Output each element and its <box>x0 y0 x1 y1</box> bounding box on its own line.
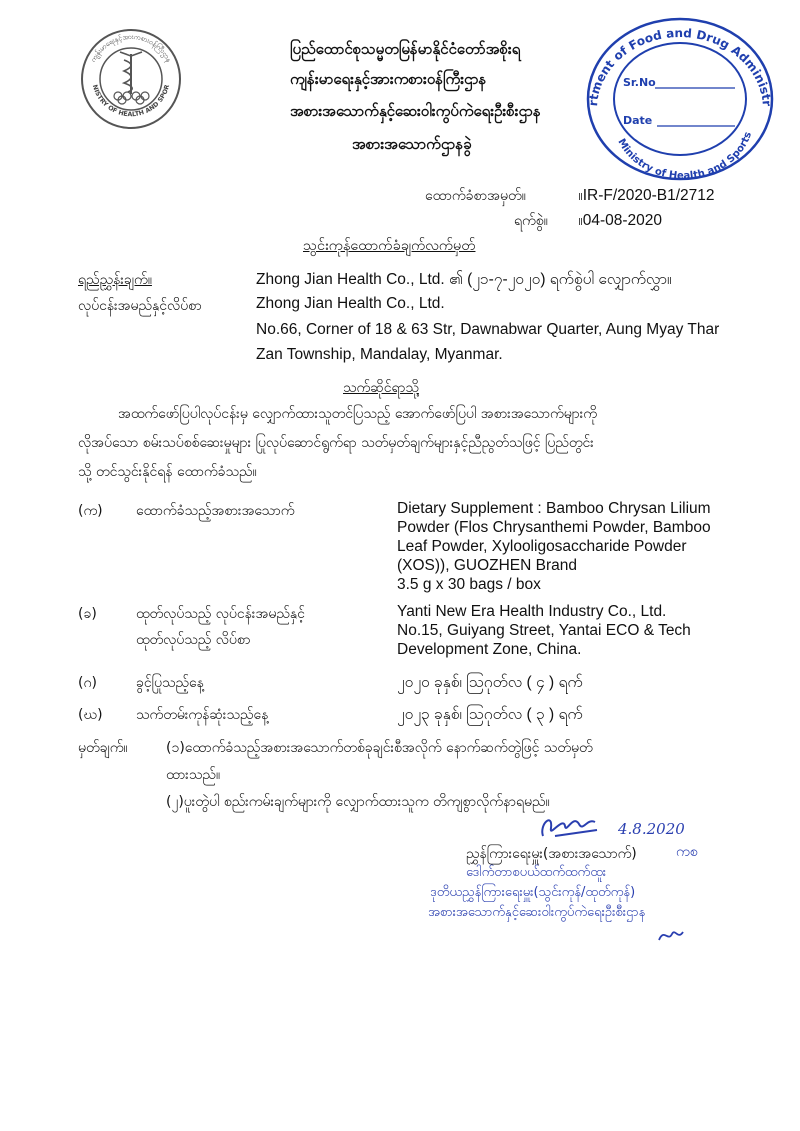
officer-name: ဒေါက်တာစပယ်ထက်ထက်ထူး <box>466 865 607 880</box>
header-line-2: ကျန်းမာရေးနှင့်အားကစားဝန်ကြီးဌာန <box>290 70 487 88</box>
header-line-4: အစားအသောက်ဌာနခွဲ <box>352 135 472 153</box>
item-value-kha <box>397 602 691 659</box>
date-label: ရက်စွဲ။ <box>514 213 548 229</box>
initials-mark <box>656 924 686 946</box>
manufacturer-line-1: Yanti New Era Health Industry Co., Ltd. <box>397 603 667 620</box>
date-text: 04-08-2020 <box>582 212 662 229</box>
header-line-3: အစားအသောက်နှင့်ဆေးဝါးကွပ်ကဲရေးဦးစီးဌာန <box>290 102 541 120</box>
note-1-line-2: ထားသည်။ <box>166 767 221 783</box>
product-line-1: Dietary Supplement : Bamboo Chrysan Lilium <box>397 500 711 517</box>
body-line-1: အထက်ဖော်ပြပါလုပ်ငန်းမှ လျှောက်ထားသူတင်ပြသည့် အောက်ဖော်ပြပါ အစားအသောက်များကို <box>118 406 597 422</box>
department-stamp <box>585 14 775 184</box>
logo-ring-text-bottom: NISTRY OF HEALTH AND SPOR <box>90 84 172 119</box>
item-mark-ga: (ဂ) <box>78 675 97 691</box>
letter-no-text: IR-F/2020-B1/2712 <box>582 187 715 204</box>
item-label-ga: ခွင့်ပြုသည့်နေ့ <box>136 675 204 691</box>
handwritten-date: 4.8.2020 <box>618 820 685 838</box>
item-label-gha: သက်တမ်းကုန်ဆုံးသည့်နေ့ <box>136 707 269 723</box>
item-value-ka <box>397 499 711 594</box>
product-line-2: Powder (Flos Chrysanthemi Powder, Bamboo <box>397 519 711 536</box>
note-2: (၂)ပူးတွဲပါ စည်းကမ်းချက်များကို လျှောက်ထားသူက တိကျစွာလိုက်နာရမည်။ <box>166 794 550 810</box>
company-address-label: လုပ်ငန်းအမည်နှင့်လိပ်စာ <box>78 298 202 314</box>
manufacturer-line-2: No.15, Guiyang Street, Yantai ECO & Tech <box>397 622 691 639</box>
reference-label: ရည်ညွှန်းချက်။ <box>78 272 152 288</box>
stamp-outer-bottom-text: Ministry of Health and Sports <box>615 130 755 182</box>
item-label-kha-1: ထုတ်လုပ်သည့် လုပ်ငန်းအမည်နှင့် <box>136 606 305 622</box>
stamp-sr-label: Sr.No <box>623 76 656 89</box>
note-1-line-1: (၁)ထောက်ခံသည့်အစားအသောက်တစ်ခုချင်းစီအလိုက် နောက်ဆက်တွဲဖြင့် သတ်မှတ် <box>166 740 593 756</box>
approval-date: ၂၀၂၀ ခုနှစ်၊ ဩဂုတ်လ ( ၄ ) ရက် <box>397 674 583 691</box>
product-line-4: (XOS)), GUOZHEN Brand <box>397 557 577 574</box>
reference-text: Zhong Jian Health Co., Ltd. ၏ (၂၁-၇-၂၀၂၀) ရက်စွဲပါ လျှောက်လွှာ။ <box>256 271 672 288</box>
date-value: ။04-08-2020 <box>578 212 662 229</box>
product-line-3: Leaf Powder, Xylooligosaccharide Powder <box>397 538 687 555</box>
body-paragraph <box>78 400 738 487</box>
item-mark-gha: (ဃ) <box>78 707 103 723</box>
item-label-kha-2: ထုတ်လုပ်သည့် လိပ်စာ <box>136 632 251 648</box>
applicant-address-line-1: No.66, Corner of 18 & 63 Str, Dawnabwar Quarter, Aung Myay Thar <box>256 321 720 338</box>
stamp-outer-top-text: rtment of Food and Drug Administr <box>586 25 774 107</box>
notes-label: မှတ်ချက်။ <box>78 740 128 756</box>
signatory-position: ညွှန်ကြားရေးမှူး(အစားအသောက်) <box>466 846 637 862</box>
item-mark-ka: (က) <box>78 503 103 519</box>
body-line-2: လိုအပ်သော စမ်းသပ်စစ်ဆေးမှုများ ပြုလုပ်ဆောင်ရွက်ရာ သတ်မှတ်ချက်များနှင့်ညီညွတ်သဖြင့် ပြည်တွင်း <box>78 435 594 451</box>
applicant-company: Zhong Jian Health Co., Ltd. <box>256 295 445 312</box>
svg-text:Ministry of Health and Sports <box>615 131 754 182</box>
applicant-address-line-2: Zan Township, Mandalay, Myanmar. <box>256 346 503 363</box>
body-line-3: သို့ တင်သွင်းနိုင်ရန် ထောက်ခံသည်။ <box>78 464 257 480</box>
letter-no-value: ။IR-F/2020-B1/2712 <box>578 187 715 204</box>
logo-ring-text-top: ကျန်းမာရေးနှင့်အားကစားဝန်ကြီးဌာန <box>89 32 173 64</box>
officer-department: အစားအသောက်နှင့်ဆေးဝါးကွပ်ကဲရေးဦးစီးဌာန <box>428 905 646 920</box>
manufacturer-line-3: Development Zone, China. <box>397 641 582 658</box>
letter-no-label: ထောက်ခံစာအမှတ်။ <box>425 188 526 204</box>
item-label-ka: ထောက်ခံသည့်အစားအသောက် <box>136 503 295 519</box>
subject-line: သက်ဆိုင်ရာသို့ <box>343 380 419 396</box>
signatory-initials: ကစ <box>676 844 698 860</box>
officer-title: ဒုတိယညွှန်ကြားရေးမှူး(သွင်းကုန်/ထုတ်ကုန်) <box>430 885 636 900</box>
product-line-5: 3.5 g x 30 bags / box <box>397 576 541 593</box>
document-title: သွင်းကုန်ထောက်ခံချက်လက်မှတ် <box>303 238 476 254</box>
ministry-logo <box>80 28 182 130</box>
stamp-date-label: Date <box>623 114 653 127</box>
item-mark-kha: (ခ) <box>78 606 97 622</box>
expiry-date: ၂၀၂၃ ခုနှစ်၊ ဩဂုတ်လ ( ၃ ) ရက် <box>397 706 583 723</box>
handwritten-signature <box>535 806 605 846</box>
header-line-1: ပြည်ထောင်စုသမ္မတမြန်မာနိုင်ငံတော်အစိုးရ <box>290 40 521 58</box>
